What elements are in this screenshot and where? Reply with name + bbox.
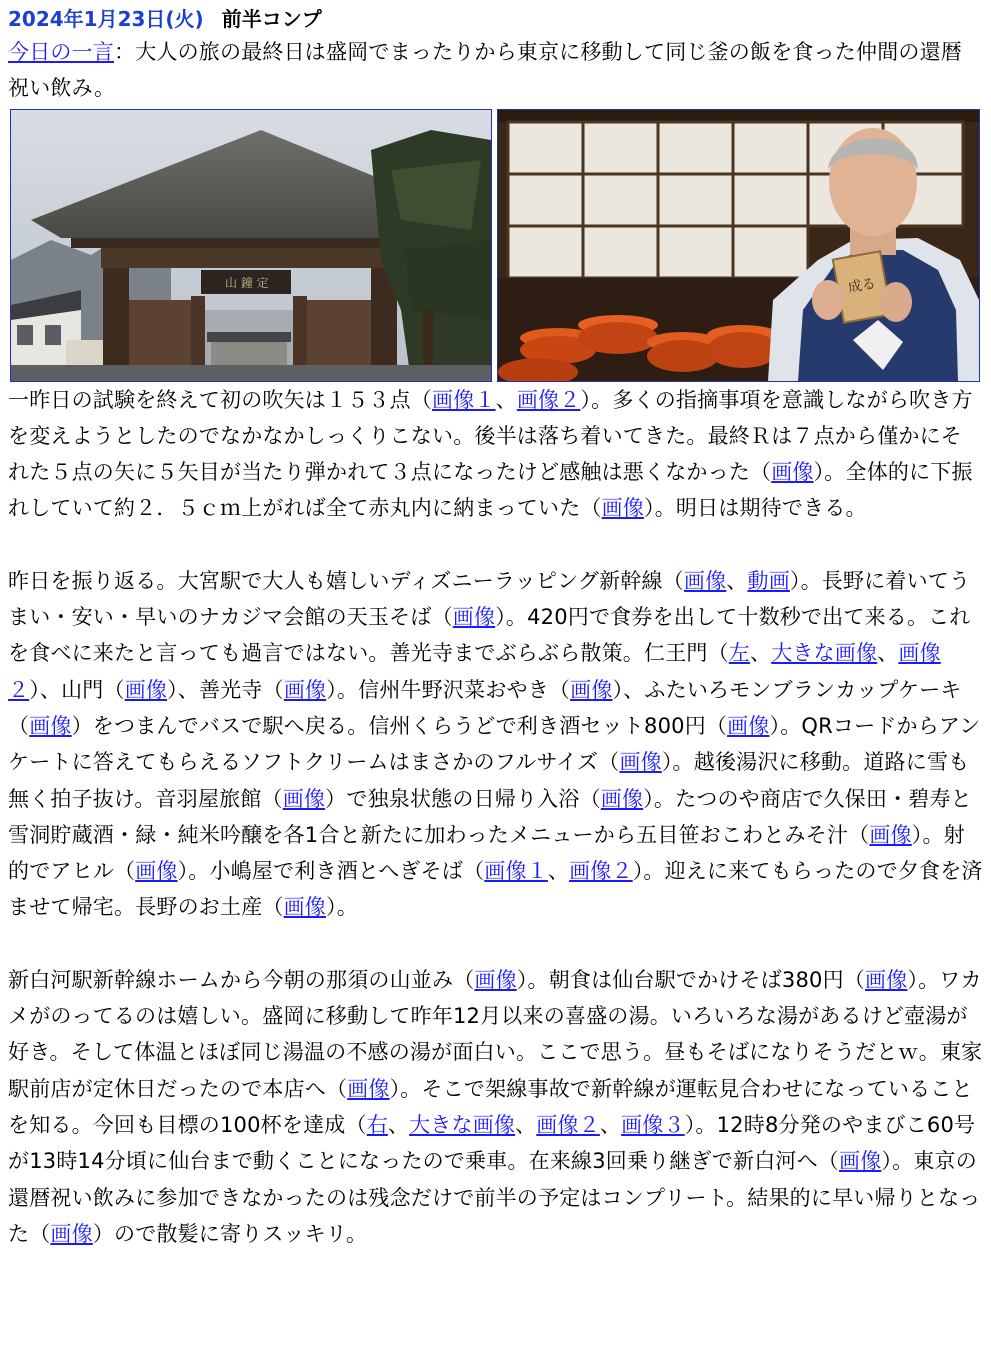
photo-row — [8, 109, 983, 382]
intro-text: ：大人の旅の最終日は盛岡でまったりから東京に移動して同じ釜の飯を食った仲間の還暦祝い飲み。 — [8, 40, 962, 101]
paragraph-today — [8, 962, 983, 1252]
image-link[interactable]: 画像 — [452, 605, 496, 630]
entry-title: 前半コンプ — [221, 7, 322, 31]
image-link[interactable]: 大きな画像 — [771, 641, 878, 666]
paragraph-text: ）、ふたいろモンブランカップケーキ（ — [8, 677, 962, 738]
image-link[interactable]: 画像 — [283, 677, 327, 702]
image-link[interactable]: 画像 — [570, 677, 613, 702]
paragraph-text: ）。越後湯沢に移動。道路に雪も無く拍子抜け。音羽屋旅館（ — [8, 750, 970, 811]
image-link[interactable]: 画像２ — [516, 387, 581, 412]
paragraph-text: 、 — [750, 641, 772, 666]
paragraph-text: ）ので散髪に寄りスッキリ。 — [92, 1221, 368, 1246]
temple-gate-photo[interactable] — [10, 109, 492, 382]
image-link[interactable]: 画像 — [135, 859, 178, 884]
paragraph-text: ）。たつのや商店で久保田・碧寿と雪洞貯蔵酒・緑・純米吟醸を各1合と新たに加わったメニューから五目笹おこわとみそ汁（ — [8, 786, 972, 847]
paragraph-text: ）で独泉状態の日帰り入浴（ — [325, 786, 601, 811]
paragraph-text: 、 — [547, 859, 570, 884]
tag-text: 成る — [846, 275, 878, 296]
image-link[interactable]: 画像 — [865, 967, 908, 992]
paragraph-text: ）。全体的に下振れしていて約２．５ｃｍ上がれば全て赤丸内に納まっていた（ — [8, 460, 973, 521]
paragraph-text: ）。東京の還暦祝い飲みに参加できなかったのは残念だけで前半の予定はコンプリート。結果的に早い帰りとなった（ — [8, 1149, 981, 1246]
paragraph-text: ）。 — [326, 895, 358, 920]
image-link[interactable]: 画像 — [869, 822, 912, 847]
image-link[interactable]: 画像 — [124, 677, 168, 702]
paragraph-gap — [8, 527, 983, 563]
paragraph-text: ）。そこで架線事故で新幹線が運転見合わせになっていることを知る。今回も目標の100杯を達成（ — [8, 1076, 973, 1137]
paragraph-text: ）。長野に着いてうまい・安い・早いのナカジマ会館の天玉そば（ — [8, 568, 971, 630]
image-link[interactable]: 画像 — [727, 713, 770, 738]
paragraph-text: 一昨日の試験を終えて初の吹矢は１５３点（ — [8, 387, 432, 412]
paragraph-text: 昨日を振り返る。大宮駅で大人も嬉しいディズニーラッピング新幹線（ — [8, 568, 684, 593]
image-link[interactable]: 画像 — [771, 460, 814, 485]
image-link[interactable]: 動画 — [747, 568, 790, 593]
image-link[interactable]: 画像 — [282, 786, 326, 811]
paragraph-text: ）。信州牛野沢菜おやき（ — [326, 677, 571, 702]
intro-paragraph — [8, 34, 983, 107]
paragraph-text: ）をつまんでバスで駅へ戻る。信州くらうどで利き酒セット800円（ — [71, 713, 728, 738]
image-link[interactable]: 画像２ — [536, 1112, 600, 1137]
paragraph-text: ）、山門（ — [29, 677, 125, 702]
paragraph-text: ）、善光寺（ — [167, 677, 284, 702]
paragraph-text: ）。420円で食券を出して十数秒で出て来る。これを食べに来たと言っても過言ではない。善光寺までぶらぶら散策。仁王門（ — [8, 605, 971, 666]
image-link[interactable]: 画像 — [839, 1149, 882, 1174]
paragraph-text: 、 — [387, 1112, 410, 1137]
paragraph-text: ）。12時8分発のやまびこ60号が13時14分頃に仙台まで動くことになったので乗車。在来線3回乗り継ぎで新白河へ（ — [8, 1112, 976, 1174]
man-with-wooden-tag-photo[interactable] — [497, 109, 980, 382]
image-link[interactable]: 画像 — [600, 786, 644, 811]
image-link[interactable]: 画像 — [29, 713, 72, 738]
image-link[interactable]: 画像２ — [569, 859, 633, 884]
paragraph-text: 、 — [495, 387, 517, 412]
image-link[interactable]: 画像３ — [621, 1112, 685, 1137]
paragraph-text: 、 — [726, 568, 748, 593]
image-link[interactable]: 画像１ — [432, 387, 496, 412]
paragraph-text: ）。多くの指摘事項を意識しながら吹き方を変えようとしたのでなかなかしっくりこない。後半は落ち着いてきた。最終Ｒは７点から僅かにそれた５点の矢に５矢目が当たり弾かれて３点になったけど感触は悪くなかった（ — [8, 387, 973, 485]
gate-sign-text: 山 鐘 定 — [225, 275, 269, 290]
paragraph-text: ）。明日は期待できる。 — [644, 496, 867, 521]
image-link[interactable]: 画像 — [50, 1221, 93, 1246]
image-link[interactable]: 大きな画像 — [409, 1112, 516, 1137]
paragraph-text: ）。迎えに来てもらったので夕食を済ませて帰宅。長野のお土産（ — [8, 859, 983, 920]
paragraph-text: ）。小嶋屋で利き酒とへぎそば（ — [177, 859, 485, 884]
paragraph-text: ）。QRコードからアンケートに答えてもらえるソフトクリームはまさかのフルサイズ（ — [8, 713, 981, 775]
entry-header — [8, 4, 983, 34]
image-link[interactable]: 画像 — [683, 568, 727, 593]
paragraph-yesterday — [8, 563, 983, 926]
image-link[interactable]: 画像 — [601, 496, 645, 521]
paragraph-gap — [8, 926, 983, 962]
paragraph-text: 、 — [515, 1112, 537, 1137]
paragraph-text: ）。射的でアヒル（ — [8, 822, 965, 884]
paragraph-archery — [8, 382, 983, 527]
image-link[interactable]: 画像１ — [484, 859, 548, 884]
paragraph-text: ）。ワカメがのってるのは嬉しい。盛岡に移動して昨年12月以来の喜盛の湯。いろいろな湯があるけど壺湯が好き。そして体温とほぼ同じ湯温の不感の湯が面白い。ここで思う。昼もそばになりそうだとｗ。東家駅前店が定休日だったので本店へ（ — [8, 967, 983, 1101]
image-link[interactable]: 右 — [366, 1112, 388, 1137]
today-word-link[interactable]: 今日の一言 — [8, 40, 114, 64]
image-link[interactable]: 画像 — [347, 1076, 390, 1101]
image-link[interactable]: 画像 — [619, 750, 662, 775]
paragraph-text: 新白河駅新幹線ホームから今朝の那須の山並み（ — [8, 967, 475, 992]
image-link[interactable]: 画像２ — [8, 641, 941, 702]
paragraph-text: 、 — [877, 641, 899, 666]
image-link[interactable]: 画像 — [283, 895, 327, 920]
entry-date: 2024年1月23日(火) — [8, 7, 204, 31]
image-link[interactable]: 画像 — [474, 967, 517, 992]
paragraph-text: 、 — [599, 1112, 622, 1137]
paragraph-text: ）。朝食は仙台駅でかけそば380円（ — [516, 967, 865, 992]
image-link[interactable]: 左 — [728, 641, 750, 666]
